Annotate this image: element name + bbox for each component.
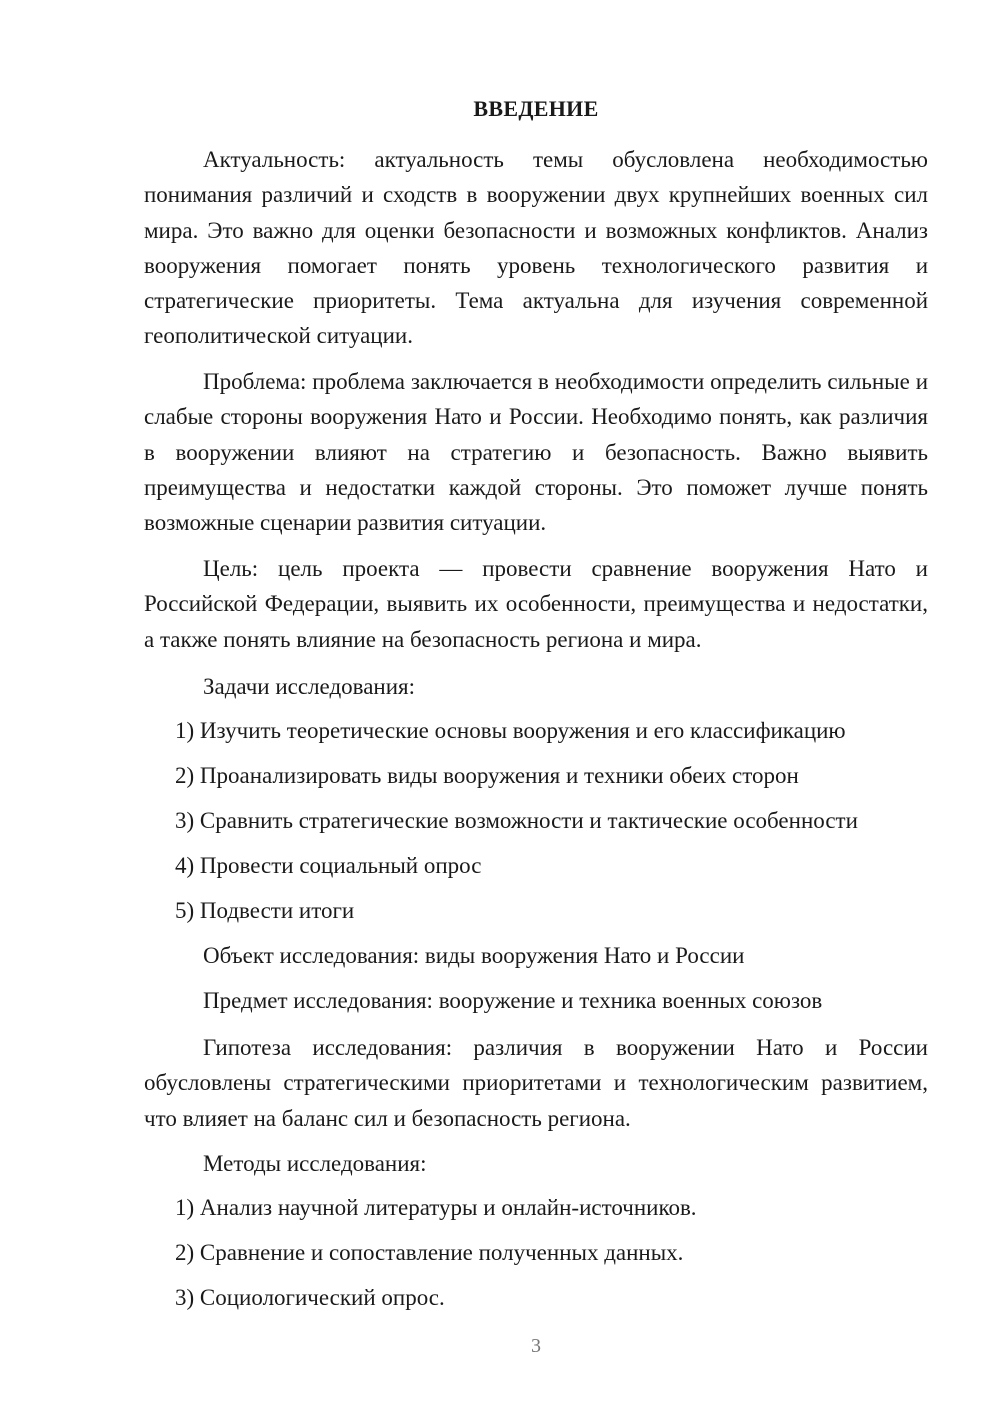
tasks-heading: Задачи исследования: bbox=[203, 674, 416, 699]
task-item-5: 5) Подвести итоги bbox=[175, 898, 355, 923]
research-subject: Предмет исследования: вооружение и техника военных союзов bbox=[203, 988, 823, 1013]
task-item-3: 3) Сравнить стратегические возможности и тактические особенности bbox=[175, 808, 858, 833]
document-page bbox=[144, 0, 928, 1414]
method-item-2: 2) Сравнение и сопоставление полученных данных. bbox=[175, 1240, 684, 1265]
method-item-1: 1) Анализ научной литературы и онлайн-источников. bbox=[175, 1195, 697, 1220]
task-item-2: 2) Проанализировать виды вооружения и техники обеих сторон bbox=[175, 763, 799, 788]
task-item-4: 4) Провести социальный опрос bbox=[175, 853, 482, 878]
task-item-1: 1) Изучить теоретические основы вооружения и его классификацию bbox=[175, 718, 846, 743]
problem-paragraph: Проблема: проблема заключается в необходимости определить сильные и слабые стороны вооружения Нато и России. Необходимо понять, как различия в вооружении влияют на стратегию и безопасность. Важно выявить преимущества и недостатки каждой стороны. Это поможет лучше понять возможные сценарии развития ситуации. bbox=[144, 369, 928, 536]
page-number: 3 bbox=[531, 1335, 541, 1357]
hypothesis-paragraph: Гипотеза исследования: различия в вооружении Нато и России обусловлены стратегическими приоритетами и технологическим развитием, что влияет на баланс сил и безопасность региона. bbox=[144, 1035, 928, 1131]
method-item-3: 3) Социологический опрос. bbox=[175, 1285, 445, 1310]
goal-paragraph: Цель: цель проекта — провести сравнение вооружения Нато и Российской Федерации, выявить их особенности, преимущества и недостатки, а также понять влияние на безопасность региона и мира. bbox=[144, 556, 928, 652]
research-object: Объект исследования: виды вооружения Нато и России bbox=[203, 943, 745, 968]
page-title: ВВЕДЕНИЕ bbox=[473, 96, 599, 121]
relevance-paragraph: Актуальность: актуальность темы обусловлена необходимостью понимания различий и сходств в вооружении двух крупнейших военных сил мира. Это важно для оценки безопасности и возможных конфликтов. Анализ вооружения помогает понять уровень технологического развития и стратегические приоритеты. Тема актуальна для изучения современной геополитической ситуации. bbox=[144, 147, 928, 349]
methods-heading: Методы исследования: bbox=[203, 1151, 427, 1176]
